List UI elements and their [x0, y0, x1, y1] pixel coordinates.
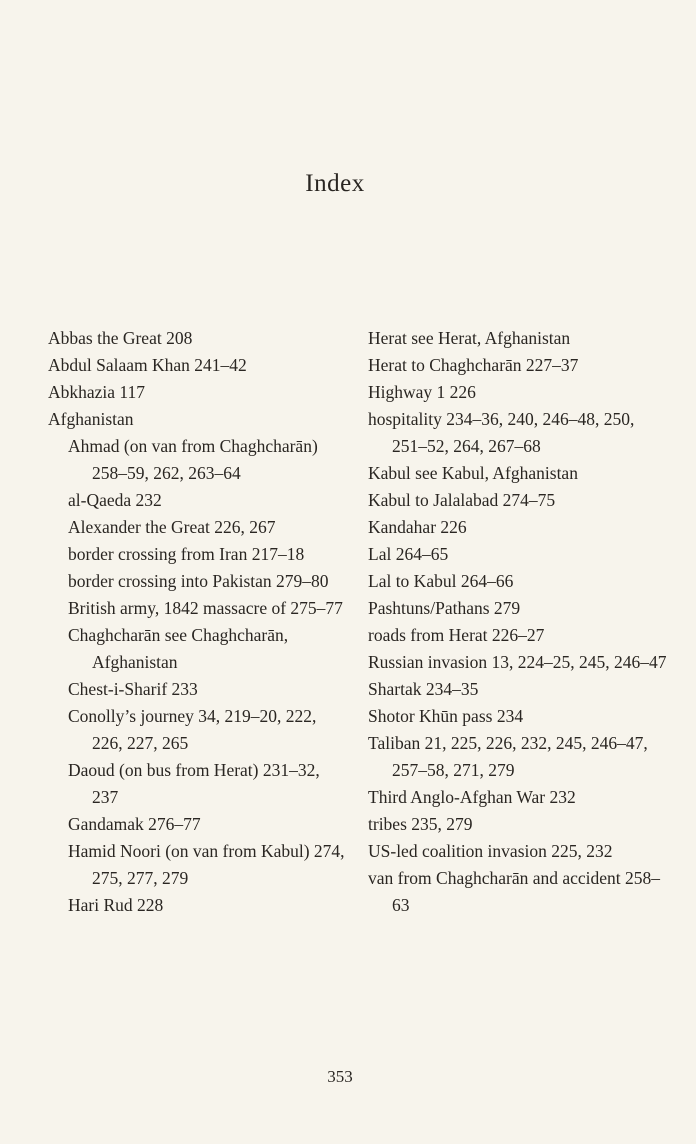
index-subentry: Highway 1 226 [368, 382, 476, 402]
index-subentry: Alexander the Great 226, 267 [68, 517, 276, 537]
index-subentry: Hamid Noori (on van from Kabul) 274, 275, 277, 279 [68, 841, 345, 888]
index-subentry: Shotor Khūn pass 234 [368, 706, 524, 726]
index-subentry: Kandahar 226 [368, 517, 467, 537]
index-subentry: Chaghcharān see Chaghcharān, Afghanistan [68, 625, 289, 672]
index-subentry: Pashtuns/Pathans 279 [368, 598, 521, 618]
index-subentry: Daoud (on bus from Herat) 231–32, 237 [68, 760, 320, 807]
index-subentry: Herat see Herat, Afghanistan [368, 328, 571, 348]
index-subentry: border crossing from Iran 217–18 [68, 544, 305, 564]
index-subentry: Shartak 234–35 [368, 679, 479, 699]
index-subentry: Ahmad (on van from Chaghcharān) 258–59, 262, 263–64 [68, 436, 318, 483]
index-subentry: Kabul to Jalalabad 274–75 [368, 490, 556, 510]
index-entry: Abdul Salaam Khan 241–42 [48, 355, 247, 375]
index-subentry: roads from Herat 226–27 [368, 625, 545, 645]
index-subentry: Herat to Chaghcharān 227–37 [368, 355, 579, 375]
index-entry: Abkhazia 117 [48, 382, 146, 402]
index-subentry: Taliban 21, 225, 226, 232, 245, 246–47, 257–58, 271, 279 [368, 733, 648, 780]
index-subentry: Third Anglo-Afghan War 232 [368, 787, 576, 807]
index-subentry: Lal 264–65 [368, 544, 449, 564]
index-subentry: Chest-i-Sharif 233 [68, 679, 198, 699]
index-subentry: Conolly’s journey 34, 219–20, 222, 226, 227, 265 [68, 706, 317, 753]
index-column-right [368, 325, 668, 919]
index-entry: Afghanistan [48, 409, 134, 429]
index-subentry: Hari Rud 228 [68, 895, 164, 915]
index-subentry: border crossing into Pakistan 279–80 [68, 571, 329, 591]
index-subentry: Gandamak 276–77 [68, 814, 201, 834]
index-entry: Abbas the Great 208 [48, 328, 193, 348]
index-subentry: hospitality 234–36, 240, 246–48, 250, 251–52, 264, 267–68 [368, 409, 635, 456]
index-subentry: British army, 1842 massacre of 275–77 [68, 598, 343, 618]
index-subentry: tribes 235, 279 [368, 814, 473, 834]
index-subentry: Russian invasion 13, 224–25, 245, 246–47 [368, 652, 667, 672]
index-subentry: van from Chaghcharān and accident 258–63 [368, 868, 661, 915]
index-subentry: Kabul see Kabul, Afghanistan [368, 463, 578, 483]
index-subentry: al-Qaeda 232 [68, 490, 162, 510]
page-number: 353 [327, 1067, 353, 1086]
index-subentry: US-led coalition invasion 225, 232 [368, 841, 613, 861]
index-column-left [48, 325, 348, 919]
page-title: Index [305, 170, 365, 197]
index-subentry: Lal to Kabul 264–66 [368, 571, 514, 591]
